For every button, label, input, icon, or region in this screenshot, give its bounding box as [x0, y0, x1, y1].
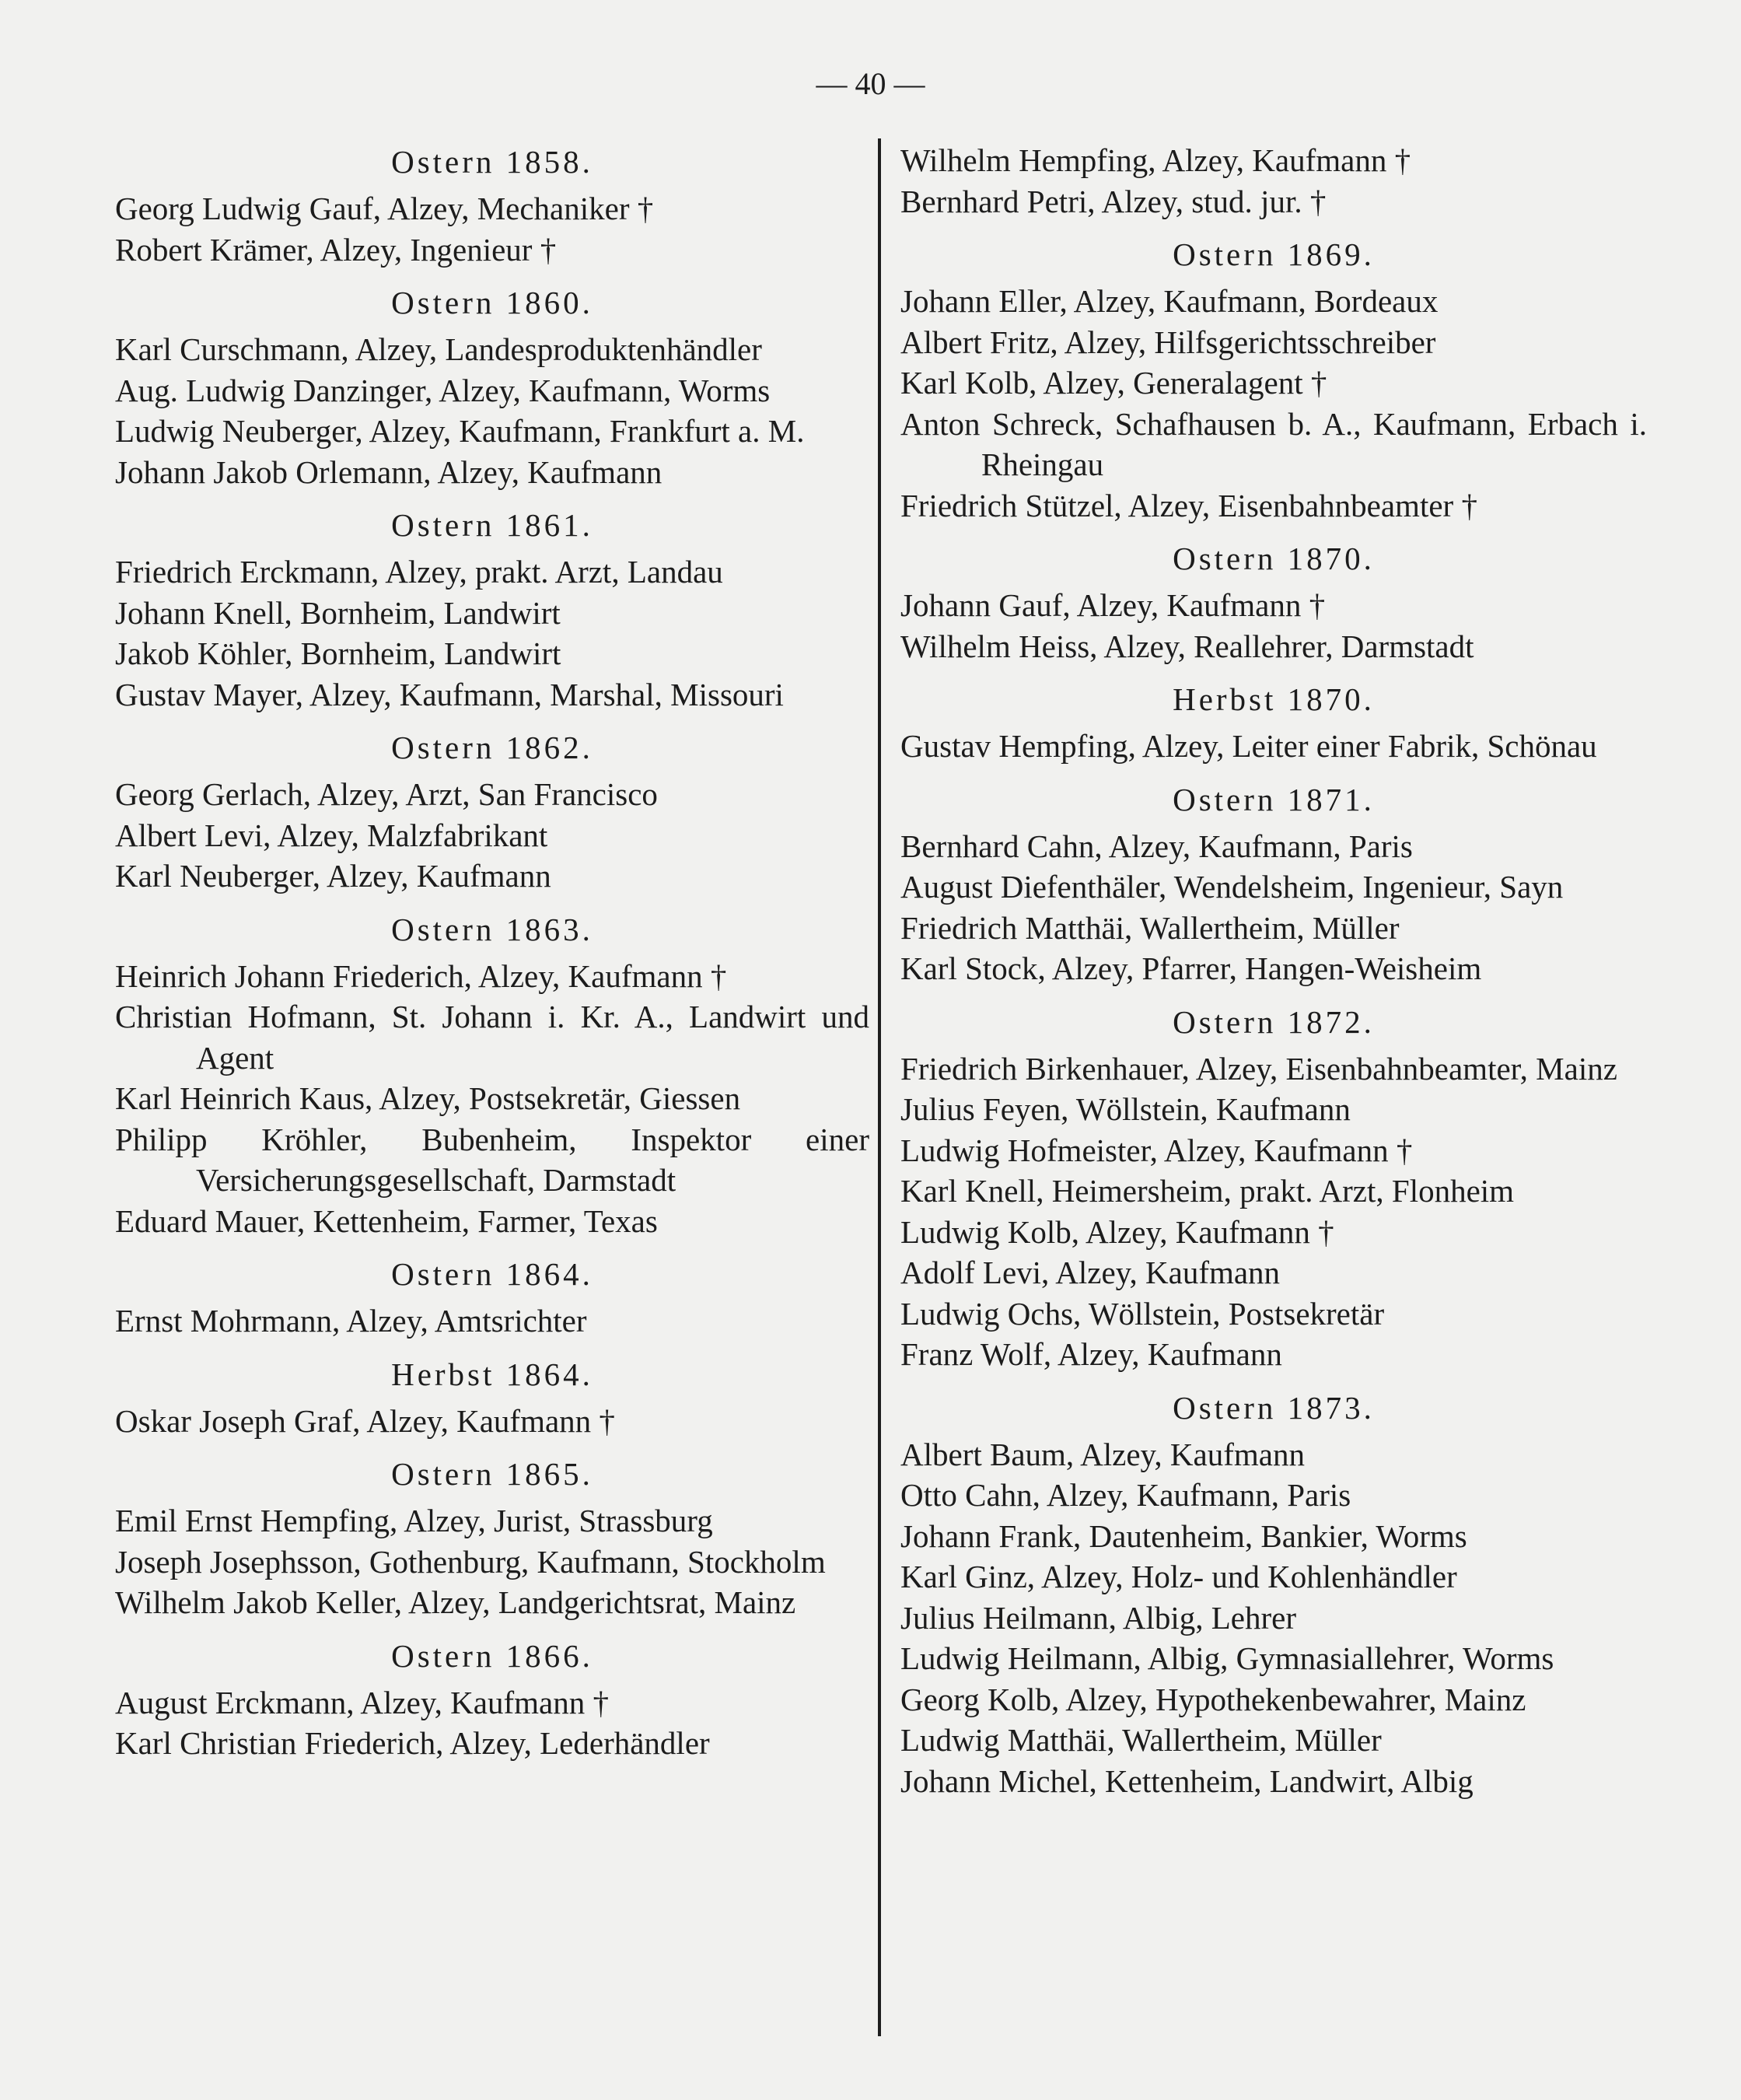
graduate-entry: Johann Knell, Bornheim, Landwirt — [115, 594, 561, 631]
section-heading: Ostern 1865. — [391, 1456, 593, 1492]
graduate-entry: Gustav Hempfing, Alzey, Leiter einer Fabrik, Schönau — [900, 728, 1597, 764]
graduate-entry: Oskar Joseph Graf, Alzey, Kaufmann † — [115, 1402, 615, 1439]
year-section — [900, 677, 1647, 767]
graduate-entry: Georg Gerlach, Alzey, Arzt, San Francisco — [115, 776, 658, 812]
graduate-entry: Ludwig Ochs, Wöllstein, Postsekretär — [900, 1295, 1385, 1332]
year-section — [115, 1634, 869, 1764]
graduate-entry: Christian Hofmann, St. Johann i. Kr. A., Landwirt und Agent — [115, 999, 869, 1076]
graduate-entry: Ernst Mohrmann, Alzey, Amtsrichter — [115, 1303, 587, 1339]
year-section — [115, 1452, 869, 1623]
year-section — [115, 1353, 869, 1442]
graduate-entry: Karl Stock, Alzey, Pfarrer, Hangen-Weisheim — [900, 950, 1482, 986]
graduate-entry: Karl Christian Friederich, Alzey, Lederhändler — [115, 1725, 710, 1761]
section-heading: Ostern 1870. — [1173, 541, 1375, 576]
graduate-entry: Eduard Mauer, Kettenheim, Farmer, Texas — [115, 1202, 658, 1239]
section-heading: Herbst 1870. — [1173, 681, 1375, 717]
section-heading: Herbst 1864. — [391, 1356, 593, 1392]
year-section — [900, 778, 1647, 989]
graduate-entry: Georg Kolb, Alzey, Hypothekenbewahrer, Mainz — [900, 1681, 1526, 1717]
graduate-entry: Ludwig Matthäi, Wallertheim, Müller — [900, 1722, 1382, 1758]
year-section — [900, 1386, 1647, 1802]
year-section — [115, 140, 869, 270]
graduate-entry: Wilhelm Jakob Keller, Alzey, Landgerichtsrat, Mainz — [115, 1584, 796, 1620]
year-section — [900, 1000, 1647, 1375]
graduate-entry: Aug. Ludwig Danzinger, Alzey, Kaufmann, Worms — [115, 372, 771, 408]
graduate-entry: Karl Knell, Heimersheim, prakt. Arzt, Flonheim — [900, 1173, 1515, 1209]
graduate-entry: Georg Ludwig Gauf, Alzey, Mechaniker † — [115, 191, 654, 226]
graduate-entry: Karl Curschmann, Alzey, Landesproduktenhändler — [115, 331, 762, 367]
graduate-entry: Bernhard Petri, Alzey, stud. jur. † — [900, 183, 1327, 219]
graduate-entry: Albert Baum, Alzey, Kaufmann — [900, 1436, 1305, 1472]
graduate-entry: Bernhard Cahn, Alzey, Kaufmann, Paris — [900, 828, 1413, 864]
section-heading: Ostern 1871. — [1173, 781, 1375, 817]
section-heading: Ostern 1869. — [1173, 236, 1375, 272]
year-section — [900, 140, 1647, 222]
year-section — [900, 233, 1647, 526]
graduate-entry: Johann Gauf, Alzey, Kaufmann † — [900, 587, 1326, 623]
left-column — [115, 140, 869, 1764]
graduate-entry: Heinrich Johann Friederich, Alzey, Kaufmann † — [115, 957, 727, 994]
graduate-entry: Karl Heinrich Kaus, Alzey, Postsekretär, Giessen — [115, 1080, 741, 1116]
graduate-entry: Jakob Köhler, Bornheim, Landwirt — [115, 635, 561, 671]
graduate-entry: Julius Heilmann, Albig, Lehrer — [900, 1599, 1296, 1636]
graduate-entry: Friedrich Erckmann, Alzey, prakt. Arzt, Landau — [115, 554, 723, 590]
graduate-entry: Ludwig Heilmann, Albig, Gymnasiallehrer, Worms — [900, 1640, 1554, 1676]
graduate-entry: Julius Feyen, Wöllstein, Kaufmann — [900, 1091, 1351, 1127]
graduate-entry: Otto Cahn, Alzey, Kaufmann, Paris — [900, 1477, 1351, 1513]
year-section — [115, 908, 869, 1242]
section-heading: Ostern 1858. — [391, 144, 593, 180]
section-heading: Ostern 1866. — [391, 1637, 593, 1674]
graduate-entry: Gustav Mayer, Alzey, Kaufmann, Marshal, Missouri — [115, 676, 784, 712]
graduate-entry: Johann Michel, Kettenheim, Landwirt, Albig — [900, 1762, 1474, 1799]
graduate-entry: Albert Fritz, Alzey, Hilfsgerichtsschreiber — [900, 324, 1436, 360]
graduate-entry: Wilhelm Hempfing, Alzey, Kaufmann † — [900, 142, 1411, 178]
graduate-entry: Karl Neuberger, Alzey, Kaufmann — [115, 858, 551, 894]
graduate-entry: Emil Ernst Hempfing, Alzey, Jurist, Strassburg — [115, 1503, 713, 1538]
right-column — [900, 140, 1647, 1801]
graduate-entry: Franz Wolf, Alzey, Kaufmann — [900, 1336, 1282, 1372]
graduate-entry: Albert Levi, Alzey, Malzfabrikant — [115, 817, 548, 853]
graduate-entry: Karl Kolb, Alzey, Generalagent † — [900, 365, 1327, 401]
year-section — [115, 503, 869, 715]
section-heading: Ostern 1861. — [391, 507, 593, 543]
graduate-entry: August Erckmann, Alzey, Kaufmann † — [115, 1684, 609, 1720]
graduate-entry: Anton Schreck, Schafhausen b. A., Kaufmann, Erbach i. Rheingau — [900, 405, 1647, 482]
graduate-entry: Ludwig Neuberger, Alzey, Kaufmann, Frankfurt a. M. — [115, 413, 805, 449]
column-divider — [878, 138, 881, 2036]
section-heading: Ostern 1862. — [391, 730, 593, 765]
graduate-entry: August Diefenthäler, Wendelsheim, Ingenieur, Sayn — [900, 869, 1564, 905]
section-heading: Ostern 1863. — [391, 911, 593, 947]
graduate-entry: Philipp Kröhler, Bubenheim, Inspektor einer Versicherungsgesellschaft, Darmstadt — [115, 1121, 869, 1198]
graduate-entry: Karl Ginz, Alzey, Holz- und Kohlenhändler — [900, 1559, 1457, 1594]
section-heading: Ostern 1860. — [391, 285, 593, 320]
graduate-entry: Adolf Levi, Alzey, Kaufmann — [900, 1255, 1281, 1290]
page-number: — 40 — — [816, 66, 925, 101]
year-section — [115, 1252, 869, 1342]
graduate-entry: Wilhelm Heiss, Alzey, Reallehrer, Darmstadt — [900, 628, 1474, 664]
graduate-entry: Johann Eller, Alzey, Kaufmann, Bordeaux — [900, 283, 1439, 319]
section-heading: Ostern 1873. — [1173, 1389, 1375, 1426]
graduate-entry: Johann Jakob Orlemann, Alzey, Kaufmann — [115, 453, 662, 490]
graduate-entry: Robert Krämer, Alzey, Ingenieur † — [115, 231, 557, 268]
graduate-entry: Friedrich Matthäi, Wallertheim, Müller — [900, 909, 1400, 946]
year-section — [115, 726, 869, 897]
year-section — [900, 537, 1647, 667]
graduate-entry: Ludwig Hofmeister, Alzey, Kaufmann † — [900, 1132, 1413, 1168]
section-heading: Ostern 1864. — [391, 1256, 593, 1292]
year-section — [115, 281, 869, 492]
graduate-entry: Joseph Josephsson, Gothenburg, Kaufmann, Stockholm — [115, 1543, 826, 1580]
section-heading: Ostern 1872. — [1173, 1003, 1375, 1040]
graduate-entry: Ludwig Kolb, Alzey, Kaufmann † — [900, 1213, 1334, 1250]
graduate-entry: Johann Frank, Dautenheim, Bankier, Worms — [900, 1517, 1467, 1554]
graduate-entry: Friedrich Birkenhauer, Alzey, Eisenbahnbeamter, Mainz — [900, 1050, 1617, 1087]
graduate-entry: Friedrich Stützel, Alzey, Eisenbahnbeamter † — [900, 487, 1477, 523]
